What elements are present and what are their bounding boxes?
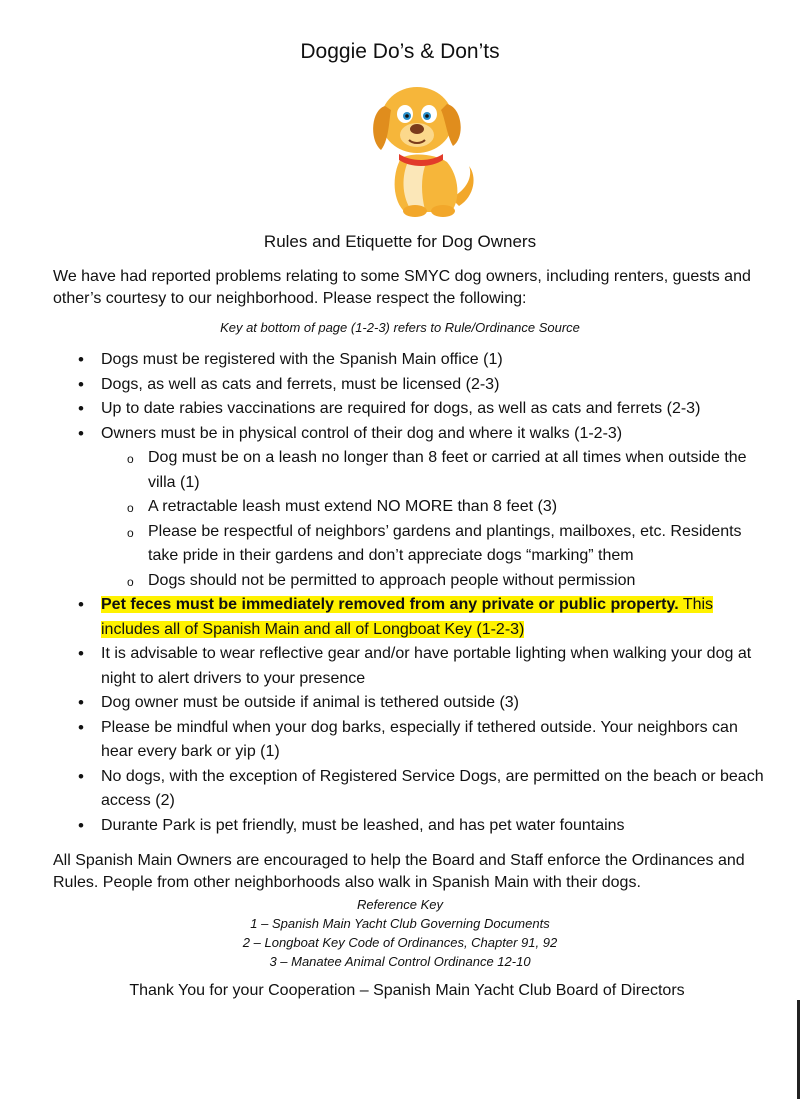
rule-item: • Up to date rabies vaccinations are required for dogs, as well as cats and ferrets (2-3) [78,397,768,422]
highlighted-bold-text: Pet feces must be immediately removed from any private or public property. [101,596,679,613]
reference-item: 1 – Spanish Main Yacht Club Governing Documents [250,916,550,931]
section-heading: Rules and Etiquette for Dog Owners [263,232,537,251]
reference-key [0,895,800,971]
sub-rule-item: o A retractable leash must extend NO MORE than 8 feet (3) [127,495,768,520]
sub-rules-list [127,446,768,593]
reference-item: 2 – Longboat Key Code of Ordinances, Chapter 91, 92 [242,935,558,950]
rule-item: • Dog owner must be outside if animal is tethered outside (3) [78,691,768,716]
rule-item: • Dogs, as well as cats and ferrets, must be licensed (2-3) [78,373,768,398]
highlighted-rule-item [78,593,768,642]
cartoon-dog-icon [355,80,485,220]
rule-item-text: Owners must be in physical control of their dog and where it walks (1-2-3) [101,424,623,442]
rules-list [78,348,768,838]
rule-item: • Dogs must be registered with the Spanish Main office (1) [78,348,768,373]
key-note: Key at bottom of page (1-2-3) refers to Rule/Ordinance Source [220,320,580,335]
sub-rule-item: o Dog must be on a leash no longer than 8 feet or carried at all times when outside the villa (1) [127,446,768,495]
sub-rule-item: o Dogs should not be permitted to approach people without permission [127,569,768,594]
rule-item: • Please be mindful when your dog barks, especially if tethered outside. Your neighbors can hear every bark or yip (1) [78,716,768,765]
closing-paragraph: All Spanish Main Owners are encouraged to help the Board and Staff enforce the Ordinances and Rules. People from other neighborhoods also walk in Spanish Main with their dogs. [53,852,745,891]
rule-item: • It is advisable to wear reflective gear and/or have portable lighting when walking your dog at night to alert drivers to your presence [78,642,768,691]
reference-key-heading: Reference Key [357,897,443,912]
thank-you-line: Thank You for your Cooperation – Spanish Main Yacht Club Board of Directors [129,982,685,999]
page-title: Doggie Do’s & Don’ts [300,40,500,63]
sub-rule-item: o Please be respectful of neighbors’ gardens and plantings, mailboxes, etc. Residents take pride in their gardens and don’t appreciate dogs “marking” them [127,520,768,569]
rule-item: • Durante Park is pet friendly, must be leashed, and has pet water fountains [78,814,768,839]
intro-paragraph: We have had reported problems relating to some SMYC dog owners, including renters, guests and other’s courtesy to our neighborhood. Please respect the following: [53,268,751,307]
rule-item-with-subrules [78,422,768,594]
highlighted-text: This includes all of Spanish Main and all of Longboat Key (1-2-3) [101,596,714,638]
rule-item: • No dogs, with the exception of Registered Service Dogs, are permitted on the beach or beach access (2) [78,765,768,814]
reference-item: 3 – Manatee Animal Control Ordinance 12-10 [269,954,531,969]
